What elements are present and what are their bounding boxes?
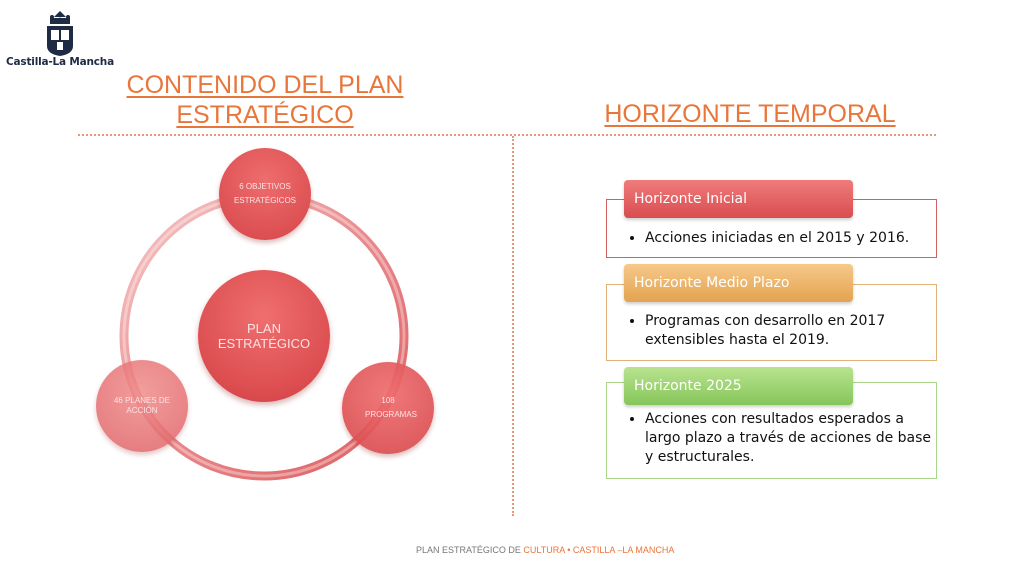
horizon-label-initial: Horizonte Inicial: [624, 180, 853, 218]
horizon-initial-text: • Acciones iniciadas en el 2015 y 2016.: [645, 229, 936, 248]
diagram-node-objectives: [219, 148, 311, 240]
diagram-node-action-plans: [96, 360, 188, 452]
footer-prefix: PLAN ESTRATÉGICO DE: [416, 545, 524, 555]
diagram-node-objectives-label: 6 OBJETIVOS ESTRATÉGICOS: [233, 182, 297, 205]
horizon-medium-text: • Programas con desarrollo en 2017 extensibles hasta el 2019.: [645, 312, 936, 350]
diagram-node-programs: [342, 362, 434, 454]
logo-text: Castilla-La Mancha: [6, 56, 114, 68]
diagram-center-node: [198, 270, 330, 402]
horizon-label-2025: Horizonte 2025: [624, 367, 853, 405]
section-title-horizon: HORIZONTE TEMPORAL: [604, 100, 896, 128]
diagram-center-label: PLAN ESTRATÉGICO: [217, 321, 311, 351]
horizon-2025-text: • Acciones con resultados esperados a largo plazo a través de acciones de base y estructurales.: [645, 410, 936, 467]
diagram-node-action-plans-label: 46 PLANES DE ACCIÓN: [113, 396, 170, 415]
footer: [416, 545, 676, 556]
diagram-node-programs-label: 108 PROGRAMAS: [365, 396, 418, 419]
footer-accent: CULTURA • CASTILLA –LA MANCHA: [523, 545, 675, 555]
section-title-content: CONTENIDO DEL PLAN ESTRATÉGICO: [126, 71, 404, 129]
horizon-label-medium: Horizonte Medio Plazo: [624, 264, 853, 302]
